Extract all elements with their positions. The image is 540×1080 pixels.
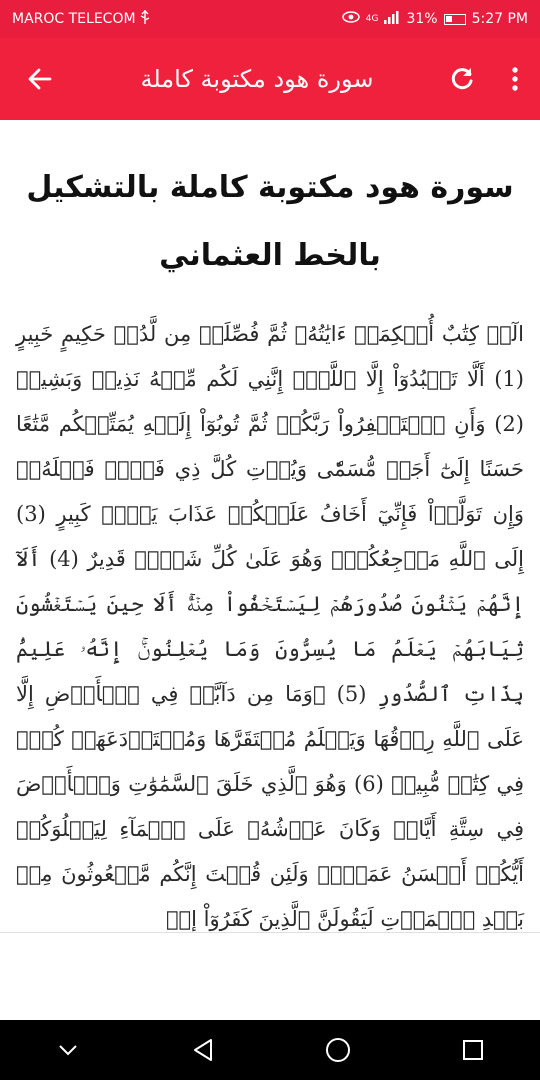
chevron-down-icon (58, 1044, 78, 1056)
nav-home-button[interactable] (308, 1020, 368, 1080)
surah-text: الٓرۚ كِتَٰبٌ أُحۡكِمَتۡ ءَايَٰتُهُۥ ثُمَّ فُصِّلَتۡ مِن لَّدُنۡ حَكِيمٍ خَبِيرٍ (1) أَلَّا تَعۡبُدُوٓاْ إِلَّا ٱللَّهَۚ إِنَّنِي لَكُم مِّنۡهُ نَذِيرٞ وَبَشِيرٞ (2) وَأَنِ ٱسۡتَغۡفِرُواْ رَبَّكُمۡ ثُمَّ تُوبُوٓاْ إِلَيۡهِ يُمَتِّعۡكُم مَّتَٰعًا حَسَنًا إِلَىٰٓ أَجَلٖ مُّسَمّٗى وَيُؤۡتِ كُلَّ ذِي فَضۡلٖ فَضۡلَهُۥۖ وَإِن تَوَلَّوۡاْ فَإِنِّيٓ أَخَافُ عَلَيۡكُمۡ عَذَابَ يَوۡمٖ كَبِيرٍ (3) إِلَى ٱللَّهِ مَرۡجِعُكُمۡۖ وَهُوَ عَلَىٰ كُلِّ شَيۡءٖ قَدِيرٌ (4) أَلَآ إِنَّهُمۡ يَثۡنُونَ صُدُورَهُمۡ لِيَسۡتَخۡفُواْ مِنۡهُۚ أَلَا حِينَ يَسۡتَغۡشُونَ ثِيَابَهُمۡ يَعۡلَمُ مَا يُسِرُّونَ وَمَا يُعۡلِنُونَۚ إِنَّهُۥ عَلِيمُۢ بِذَاتِ ٱلصُّدُورِ (5) ۞وَمَا مِن دَآبَّةٖ فِي ٱلۡأَرۡضِ إِلَّا عَلَى ٱللَّهِ رِزۡقُهَا وَيَعۡلَمُ مُسۡتَقَرَّهَا وَمُسۡتَوۡدَعَهَاۚ كُلّٞ فِي كِتَٰبٖ مُّبِينٖ (6) وَهُوَ ٱلَّذِي خَلَقَ ٱلسَّمَٰوَٰتِ وَٱلۡأَرۡضَ فِي سِتَّةِ أَيَّامٖ وَكَانَ عَرۡشُهُۥ عَلَى ٱلۡمَآءِ لِيَبۡلُوَكُمۡ أَيُّكُمۡ أَحۡسَنُ عَمَلٗاۗ وَلَئِن قُلۡتَ إِنَّكُم مَّبۡعُوثُونَ مِنۢ بَعۡدِ ٱلۡمَوۡتِ لَيَقُولَنَّ ٱلَّذِينَ كَفَرُوٓاْ إِنۡ (16, 322, 524, 931)
battery-percent: 31% (406, 11, 438, 27)
arrow-back-icon (28, 68, 52, 90)
system-nav-bar (0, 1020, 540, 1080)
refresh-icon (449, 66, 475, 92)
more-vert-icon (511, 67, 519, 91)
eye-icon (342, 11, 360, 27)
status-left (12, 10, 150, 28)
back-button[interactable] (0, 38, 80, 120)
article-heading: سورة هود مكتوبة كاملة بالتشكيل بالخط العثماني (26, 170, 514, 273)
status-bar (0, 0, 540, 38)
triangle-back-icon (192, 1038, 214, 1062)
nav-back-button[interactable] (173, 1020, 233, 1080)
network-type: 4G (365, 14, 379, 24)
signal-icon (384, 11, 400, 28)
circle-home-icon (325, 1037, 351, 1063)
clock: 5:27 PM (471, 11, 528, 27)
status-right (342, 11, 528, 28)
content-divider (0, 932, 540, 933)
refresh-button[interactable] (434, 38, 490, 120)
usb-icon (140, 10, 150, 28)
square-recents-icon (462, 1039, 484, 1061)
nav-hide-button[interactable] (38, 1020, 98, 1080)
more-options-button[interactable] (490, 38, 540, 120)
article-content[interactable] (0, 120, 540, 932)
app-title: سورة هود مكتوبة كاملة (140, 65, 374, 93)
carrier-name: MAROC TELECOM (12, 11, 136, 27)
app-bar (0, 38, 540, 120)
nav-recents-button[interactable] (443, 1020, 503, 1080)
battery-icon (444, 14, 466, 25)
